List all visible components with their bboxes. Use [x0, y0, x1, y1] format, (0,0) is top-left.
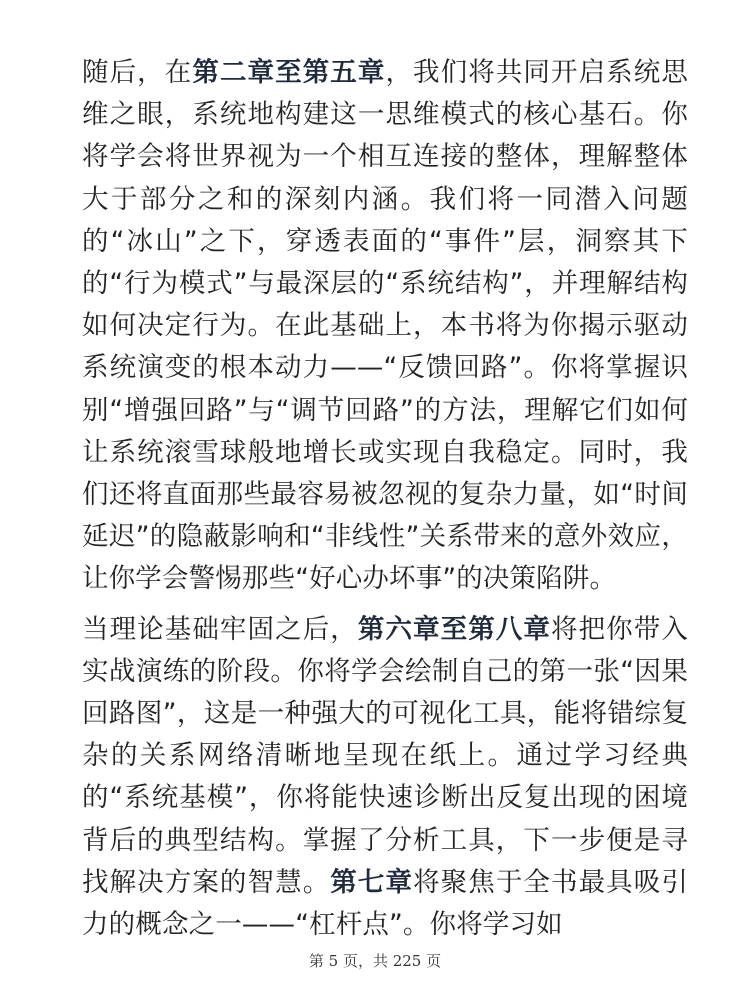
paragraph-text: 将聚焦于全书最具吸引力的概念之一——“杠杆点”。你将学习如	[82, 866, 688, 941]
page-body	[82, 52, 688, 946]
body-paragraph	[82, 609, 688, 947]
paragraph-text: 随后，在	[82, 57, 193, 88]
chapter-highlight: 第七章	[330, 866, 414, 898]
chapter-range-highlight: 第二章至第五章	[192, 57, 386, 88]
body-paragraph	[82, 52, 688, 601]
paragraph-text: 当理论基础牢固之后，	[82, 613, 358, 645]
paragraph-text: 将把你带入实战演练的阶段。你将学会绘制自己的第一张“因果回路图”，这是一种强大的可视化工具，能将错综复杂的关系网络清晰地呈现在纸上。通过学习经典的“系统基模”，你将能快速诊断出反复出现的困境背后的典型结构。掌握了分析工具，下一步便是寻找解决方案的智慧。	[82, 613, 688, 898]
paragraph-text: ，我们将共同开启系统思维之眼，系统地构建这一思维模式的核心基石。你将学会将世界视为一个相互连接的整体，理解整体大于部分之和的深刻内涵。我们将一同潜入问题的“冰山”之下，穿透表面的“事件”层，洞察其下的“行为模式”与最深层的“系统结构”，并理解结构如何决定行为。在此基础上，本书将为你揭示驱动系统演变的根本动力——“反馈回路”。你将掌握识别“增强回路”与“调节回路”的方法，理解它们如何让系统滚雪球般地增长或实现自我稳定。同时，我们还将直面那些最容易被忽视的复杂力量，如“时间延迟”的隐蔽影响和“非线性”关系带来的意外效应，让你学会警惕那些“好心办坏事”的决策陷阱。	[82, 57, 688, 595]
page-number-footer: 第 5 页，共 225 页	[308, 952, 442, 970]
chapter-range-highlight: 第六章至第八章	[357, 613, 551, 645]
